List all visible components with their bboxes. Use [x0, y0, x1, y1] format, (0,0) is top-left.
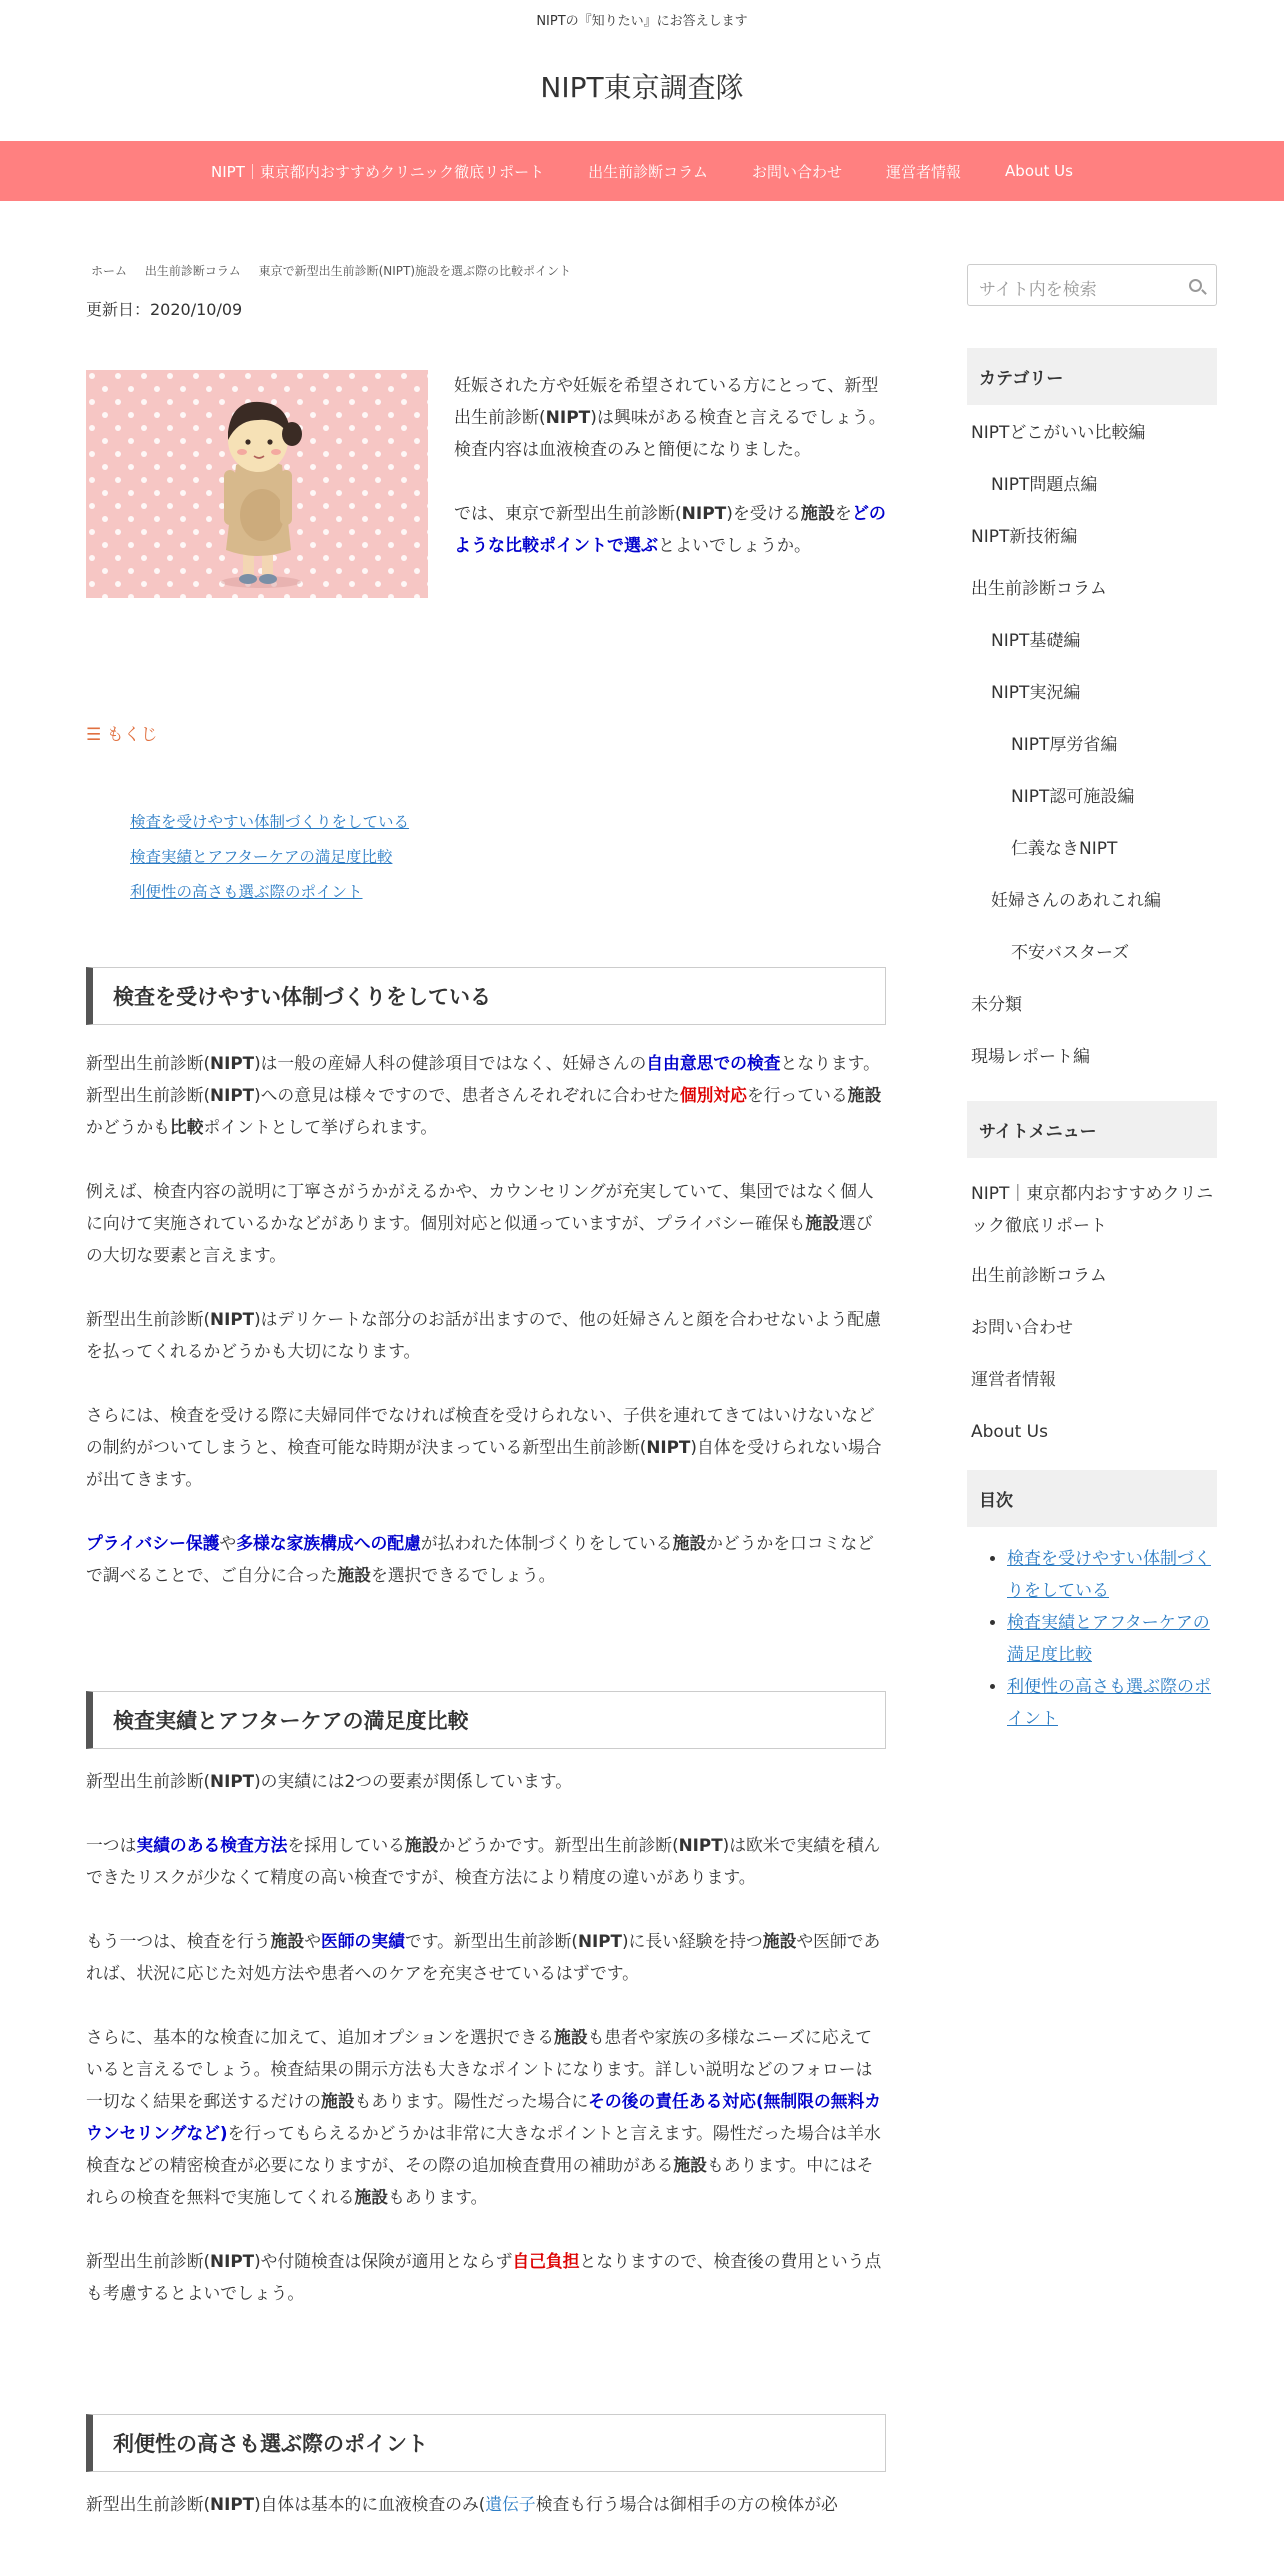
nav-item-about-us[interactable]: About Us	[1005, 162, 1073, 180]
category-item[interactable]: NIPT問題点編	[991, 475, 1098, 495]
intro-paragraph-2: では、東京で新型出生前診断(NIPT)を受ける施設をどのような比較ポイントで選ぶとよいでしょうか。	[454, 504, 886, 556]
main-content	[86, 240, 886, 2552]
search-input[interactable]: サイト内を検索	[979, 280, 1097, 300]
category-item[interactable]: NIPTどこがいい比較編	[971, 423, 1146, 443]
section-2-paragraph-5: 新型出生前診断(NIPT)や付随検査は保険が適用とならず自己負担となりますので、検査後の費用という点も考慮するとよいでしょう。	[86, 2251, 882, 2303]
intro-text	[454, 370, 886, 594]
article-intro	[86, 370, 886, 600]
nav-item-contact[interactable]: お問い合わせ	[752, 162, 843, 181]
nav-item-prenatal-column[interactable]: 出生前診断コラム	[588, 162, 708, 181]
toc-widget-title: 目次	[967, 1470, 1217, 1527]
toc-link-1[interactable]: 検査を受けやすい体制づくりをしている	[130, 813, 410, 831]
site-title[interactable]: NIPT東京調査隊	[540, 71, 744, 104]
breadcrumb	[91, 262, 886, 279]
site-menu-widget-title: サイトメニュー	[967, 1101, 1217, 1158]
section-1-paragraph-5: プライバシー保護や多様な家族構成への配慮が払われた体制づくりをしている施設かどうかを口コミなどで調べることで、ご自分に合った施設を選択できるでしょう。	[86, 1533, 874, 1585]
category-item[interactable]: 現場レポート編	[971, 1047, 1090, 1067]
global-nav	[0, 141, 1284, 201]
section-2-paragraph-3: もう一つは、検査を行う施設や医師の実績です。新型出生前診断(NIPT)に長い経験を持つ施設や医師であれば、状況に応じた対処方法や患者へのケアを充実させているはずです。	[86, 1931, 881, 1983]
pregnant-woman-figure-image	[86, 370, 428, 598]
site-menu-item[interactable]: About Us	[971, 1422, 1048, 1442]
section-3-heading: 利便性の高さも選ぶ際のポイント	[86, 2414, 886, 2472]
section-1-paragraph-3: 新型出生前診断(NIPT)はデリケートな部分のお話が出ますので、他の妊婦さんと顔を合わせないよう配慮を払ってくれるかどうかも大切になります。	[86, 1309, 881, 1361]
section-2-heading: 検査実績とアフターケアの満足度比較	[86, 1691, 886, 1749]
sidebar	[967, 264, 1217, 1735]
sidebar-toc-link-1[interactable]: 検査を受けやすい体制づくりをしている	[1007, 1549, 1211, 1601]
category-widget-title: カテゴリー	[967, 348, 1217, 405]
category-item[interactable]: NIPT認可施設編	[1011, 787, 1135, 807]
toc-list	[130, 805, 886, 910]
section-3-paragraph-1: 新型出生前診断(NIPT)自体は基本的に血液検査のみ(遺伝子検査も行う場合は御相手の方の検体が必	[86, 2494, 838, 2514]
breadcrumb-category[interactable]: 出生前診断コラム	[144, 264, 241, 278]
section-1-paragraph-2: 例えば、検査内容の説明に丁寧さがうかがえるかや、カウンセリングが充実していて、集団ではなく個人に向けて実施されているかなどがあります。個別対応と似通っていますが、プライバシー確保も施設選びの大切な要素と言えます。	[86, 1181, 874, 1265]
nav-item-operator-info[interactable]: 運営者情報	[886, 162, 962, 181]
category-item[interactable]: 仁義なきNIPT	[1011, 839, 1118, 859]
nav-item-clinic-report[interactable]: NIPT｜東京都内おすすめクリニック徹底リポート	[211, 162, 545, 181]
section-1-heading: 検査を受けやすい体制づくりをしている	[86, 967, 886, 1025]
breadcrumb-home[interactable]: ホーム	[91, 264, 128, 278]
site-menu-item[interactable]: 運営者情報	[971, 1370, 1056, 1390]
category-item[interactable]: 出生前診断コラム	[971, 579, 1107, 599]
section-1	[86, 967, 886, 1591]
toc-icon: ☰	[86, 725, 107, 745]
toc-link-2[interactable]: 検査実績とアフターケアの満足度比較	[130, 848, 393, 866]
search-box[interactable]	[967, 264, 1217, 306]
category-item[interactable]: 不安バスターズ	[1011, 943, 1130, 963]
site-menu-item[interactable]: 出生前診断コラム	[971, 1266, 1107, 1286]
category-item[interactable]: NIPT基礎編	[991, 631, 1081, 651]
sidebar-toc-list	[967, 1543, 1217, 1735]
sidebar-toc-link-3[interactable]: 利便性の高さも選ぶ際のポイント	[1007, 1677, 1211, 1729]
search-icon[interactable]	[1189, 279, 1202, 292]
updated-date: 更新日：2020/10/09	[86, 300, 243, 319]
site-tagline: NIPTの『知りたい』にお答えします	[536, 14, 748, 29]
site-menu-item[interactable]: お問い合わせ	[971, 1318, 1073, 1338]
section-1-paragraph-4: さらには、検査を受ける際に夫婦同伴でなければ検査を受けられない、子供を連れてきてはいけないなどの制約がついてしまうと、検査可能な時期が決まっている新型出生前診断(NIPT)自体を受けられない場合が出てきます。	[86, 1405, 882, 1489]
category-item[interactable]: NIPT厚労省編	[1011, 735, 1118, 755]
sidebar-toc-link-2[interactable]: 検査実績とアフターケアの満足度比較	[1007, 1613, 1210, 1665]
site-menu-item[interactable]: NIPT｜東京都内おすすめクリニック徹底リポート	[971, 1184, 1214, 1236]
category-item[interactable]: NIPT新技術編	[971, 527, 1078, 547]
category-item[interactable]: 未分類	[971, 995, 1022, 1015]
category-item[interactable]: 妊婦さんのあれこれ編	[991, 891, 1161, 911]
section-1-paragraph-1: 新型出生前診断(NIPT)は一般の産婦人科の健診項目ではなく、妊婦さんの自由意思での検査となります。新型出生前診断(NIPT)への意見は様々ですので、患者さんそれぞれに合わせた個別対応を行っている施設かどうかも比較ポイントとして挙げられます。	[86, 1053, 882, 1137]
section-2	[86, 1691, 886, 2309]
section-3	[86, 2414, 886, 2520]
section-2-paragraph-2: 一つは実績のある検査方法を採用している施設かどうかです。新型出生前診断(NIPT)は欧米で実績を積んできたリスクが少なくて精度の高い検査ですが、検査方法により精度の違いがあります。	[86, 1835, 881, 1887]
category-item[interactable]: NIPT実況編	[991, 683, 1081, 703]
section-2-paragraph-4: さらに、基本的な検査に加えて、追加オプションを選択できる施設も患者や家族の多様なニーズに応えていると言えるでしょう。検査結果の開示方法も大きなポイントになります。詳しい説明などのフォローは一切なく結果を郵送するだけの施設もあります。陽性だった場合にその後の責任ある対応(無制限の無料カウンセリングなど)を行ってもらえるかどうかは非常に大きなポイントと言えます。陽性だった場合は羊水検査などの精密検査が必要になりますが、その際の追加検査費用の補助がある施設もあります。中にはそれらの検査を無料で実施してくれる施設もあります。	[86, 2027, 882, 2207]
intro-paragraph-1: 妊娠された方や妊娠を希望されている方にとって、新型出生前診断(NIPT)は興味がある検査と言えるでしょう。検査内容は血液検査のみと簡便になりました。	[454, 376, 886, 460]
toc-link-3[interactable]: 利便性の高さも選ぶ際のポイント	[130, 883, 363, 901]
section-2-paragraph-1: 新型出生前診断(NIPT)の実績には2つの要素が関係しています。	[86, 1771, 573, 1791]
gene-link[interactable]: 遺伝子	[485, 2494, 536, 2514]
toc-toggle[interactable]: ☰ もくじ	[86, 725, 158, 745]
breadcrumb-current: 東京で新型出生前診断(NIPT)施設を選ぶ際の比較ポイント	[258, 264, 572, 278]
